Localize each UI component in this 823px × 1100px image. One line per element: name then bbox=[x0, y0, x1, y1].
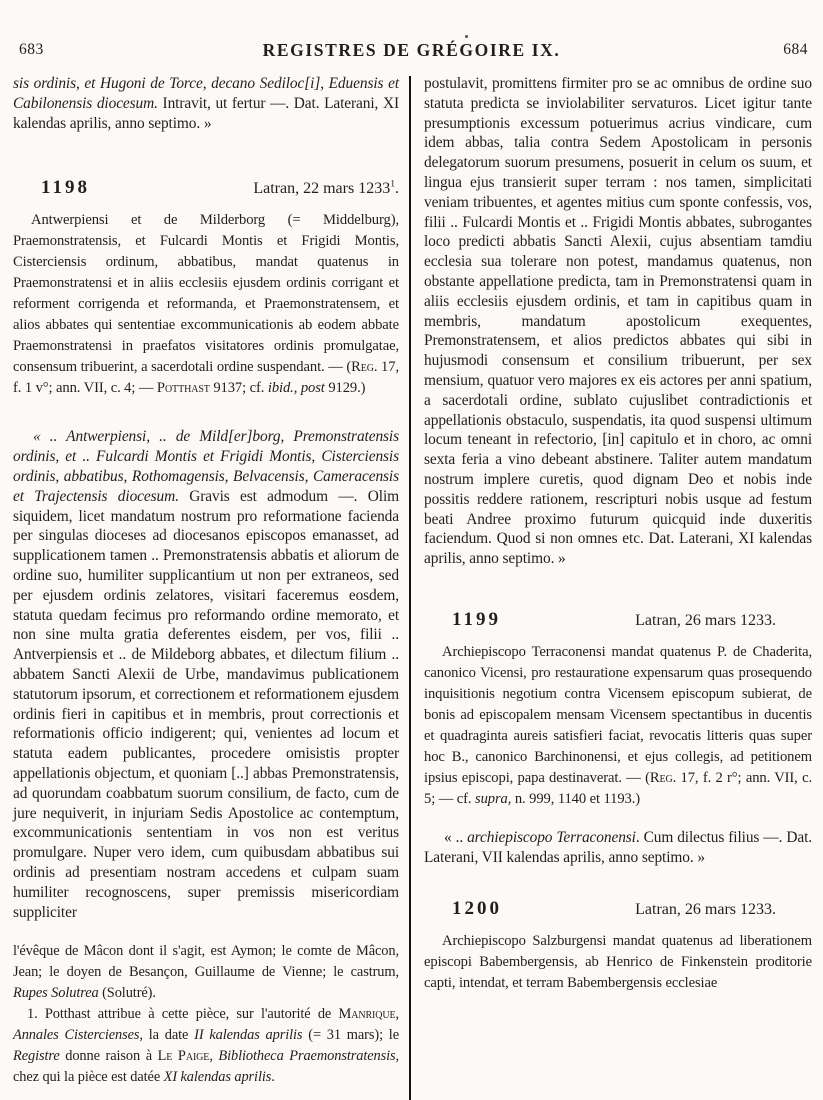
entry-1198-number: 1198 bbox=[41, 177, 90, 199]
entry-1198-date: Latran, 22 mars 1233$^1$. bbox=[253, 179, 399, 198]
right-column bbox=[424, 74, 812, 994]
entry-1200-summary: Archiepiscopo Salzburgensi mandat quatenus ad liberationem episcopi Babembergensis, ab Henrico de Finkenstein proditorie capti, intendat, et terram Babembergensis ecclesiae bbox=[424, 932, 812, 991]
entry-1199-heading bbox=[424, 609, 812, 631]
continuation-paragraph: sis ordinis, et Hugoni de Torce, decano Sediloc[i], Eduensis et Cabilonensis diocesum. Intravit, ut fertur —. Dat. Laterani, XI kalendas aprilis, anno septimo. » bbox=[13, 75, 399, 132]
footnote-1: 1. Potthast attribue à cette pièce, sur l'autorité de Manrique, Annales Cistercienses, la date II kalendas aprilis (= 31 mars); le Registre donne raison à Le Paige, Bibliotheca Praemonstratensis, chez qui la pièce est datée XI kalendas aprilis. bbox=[13, 1006, 400, 1085]
left-column bbox=[13, 74, 399, 922]
entry-1200-heading bbox=[424, 898, 812, 920]
column-divider-rule bbox=[409, 76, 411, 1100]
entry-1198-transcription: « .. Antwerpiensi, .. de Mild[er]borg, Premonstratensis ordinis, et .. Fulcardi Montis et Frigidi Montis, Cisterciensis ordinis, abbatibus, Rothomagensis, Belvacensis, Cameracensis et Trajectensis diocesum. Gravis est admodum —. Olim siquidem, licet mandatum nostrum pro reformatione facienda per singulas dioceses ad diocesanos episcopos emanasset, ad supplicationem tamen .. Premonstratensis abbatis et aliorum de ordine suo, humiliter supplicantium ut non per extraneos, sed per ejusdem ordinis zelatores, visitari faceremus eosdem, statuta quedam fecimus pro reformando ordine memorato, et non sine multa gratia deferentes eisdem, per vos, filii .. Antverpiensis et .. de Mildeborg abbates, et dilectum filium .. abbatem Sancti Alexii de Urbe, mandavimus publicationem statutorum ipsorum, et correctionem et reformationem ejusdem ordinis fieri in capitibus et in membris, prout correctionis et reformationis officio indigerent; qui, venientes ad locum et statuta eadem publicantes, procedere omisistis propter appellationis objectum, et quoniam [..] abbas Premonstratensis, ad quorundam coabbatum suorum consilium, de facto, cum de jure nequiverit, in injuriam Sedis Apostolice ac contemptum, excommunicationis sententiam in vos non est veritus promulgare. Nuper vero idem, cum quibusdam abbatibus sui ordinis ad presentiam nostram accedens et culpam suam humiliter recognoscens, super premissis misericordiam suppliciter bbox=[13, 428, 399, 921]
entry-1199-summary: Archiepiscopo Terraconensi mandat quatenus P. de Chaderita, canonico Vicensi, pro restauratione expensarum quas prosequendo inquisitionis negotium contra Vicensem episcopum subierat, de bonis ad episcopalem mensam Vicensem spectantibus in ducentis et quadraginta aureis satisfieri faciat, revocatis litteris quas super hoc B., canonico Barchinonensi, et ejus collegis, ad petitionem ipsius episcopi, papa destinaverat. — (Reg. 17, f. 2 r°; ann. VII, c. 5; — cf. supra, n. 999, 1140 et 1193.) bbox=[424, 643, 813, 807]
entry-1199-date: Latran, 26 mars 1233. bbox=[635, 611, 776, 629]
page-number-right: 684 bbox=[783, 41, 808, 58]
footnote-continued: l'évêque de Mâcon dont il s'agit, est Aymon; le comte de Mâcon, Jean; le doyen de Besançon, Guillaume de Vienne; le castrum, Rupes Solutrea (Solutré). bbox=[13, 943, 399, 1001]
ink-speck bbox=[465, 35, 468, 38]
entry-1199-transcription: « .. archiepiscopo Terraconensi. Cum dilectus filius —. Dat. Laterani, VII kalendas aprilis, anno septimo. » bbox=[424, 828, 812, 866]
page-number-left: 683 bbox=[19, 41, 44, 58]
entry-1200-date: Latran, 26 mars 1233. bbox=[635, 900, 776, 918]
entry-1198-summary: Antwerpiensi et de Milderborg (= Middelburg), Praemonstratensis, et Fulcardi Montis et Frigidi Montis, Cisterciensis ordinum, abbatibus, mandat quatenus in Praemonstratensi et in aliis ecclesiis ejusdem ordinis corrigant et reforment corrigenda et reformanda, et Praemonstratensem, et alios abbates qui sententiae excommunicationis ab eodem abbate Praemonstratensi in praefatos visitatores ordinis promulgatae, consensum tribuerint, a sacerdotali ordine suspendant. — (Reg. 17, f. 1 v°; ann. VII, c. 4; — Potthast 9137; cf. ibid., post 9129.) bbox=[13, 212, 400, 397]
entry-1198-heading bbox=[13, 177, 399, 199]
footnote-section bbox=[13, 941, 399, 1088]
continuation-paragraph-right: postulavit, promittens firmiter pro se ac omnibus de ordine suo statuta predicta se inviolabiliter servaturos. Licet igitur tante presumptionis excessum potuerimus acrius vindicare, cum idem abbas, talia contra Sedem Apostolicam in personis delegatorum suorum presumens, posuerit in celum os suum, et lingua ejus transierit super terram : nos tamen, simplicitati veniam tribuentes, et agentes mitius cum sponte confessis, vos, filii .. Fulcardi Montis et .. Frigidi Montis abbates, subrogantes loco predicti abbatis Sancti Alexii, cujus absentiam tamdiu ecclesia sua tolerare non potest, mandamus quatenus, non obstante appellatione predicta, tam in Premonstratensi quam in aliis ecclesiis ejusdem ordinis, et tam in capitibus quam in membris, mandatum apostolicum exequentes, Premonstratensem, et alios predictos abbates qui sibi in hujusmodi consensum et consilium tribuerunt, per sex mensium, quatuor vero majores ex eis actores per anni spatium, a sacerdotali ordine, sublato cujuslibet contradictionis et appellationis obstaculo, suspendatis, ita quod suspensi ultimum locum teneant in refectorio, [in] capitulo et in choro, ac omni sexta feria a vino debeant abstinere. Taliter autem mandatum nostrum implere curetis, quod dignam Deo et nobis inde possitis reddere rationem, rescripturi nobis usque ad festum beati Andree proximo futurum quicquid inde duxeritis faciendum. Quod si non omnes etc. Dat. Laterani, XI kalendas aprilis, anno septimo. » bbox=[424, 75, 812, 568]
page-title: REGISTRES DE GRÉGOIRE IX. bbox=[262, 40, 561, 60]
entry-1200-number: 1200 bbox=[452, 897, 502, 919]
entry-1199-number: 1199 bbox=[452, 608, 501, 630]
